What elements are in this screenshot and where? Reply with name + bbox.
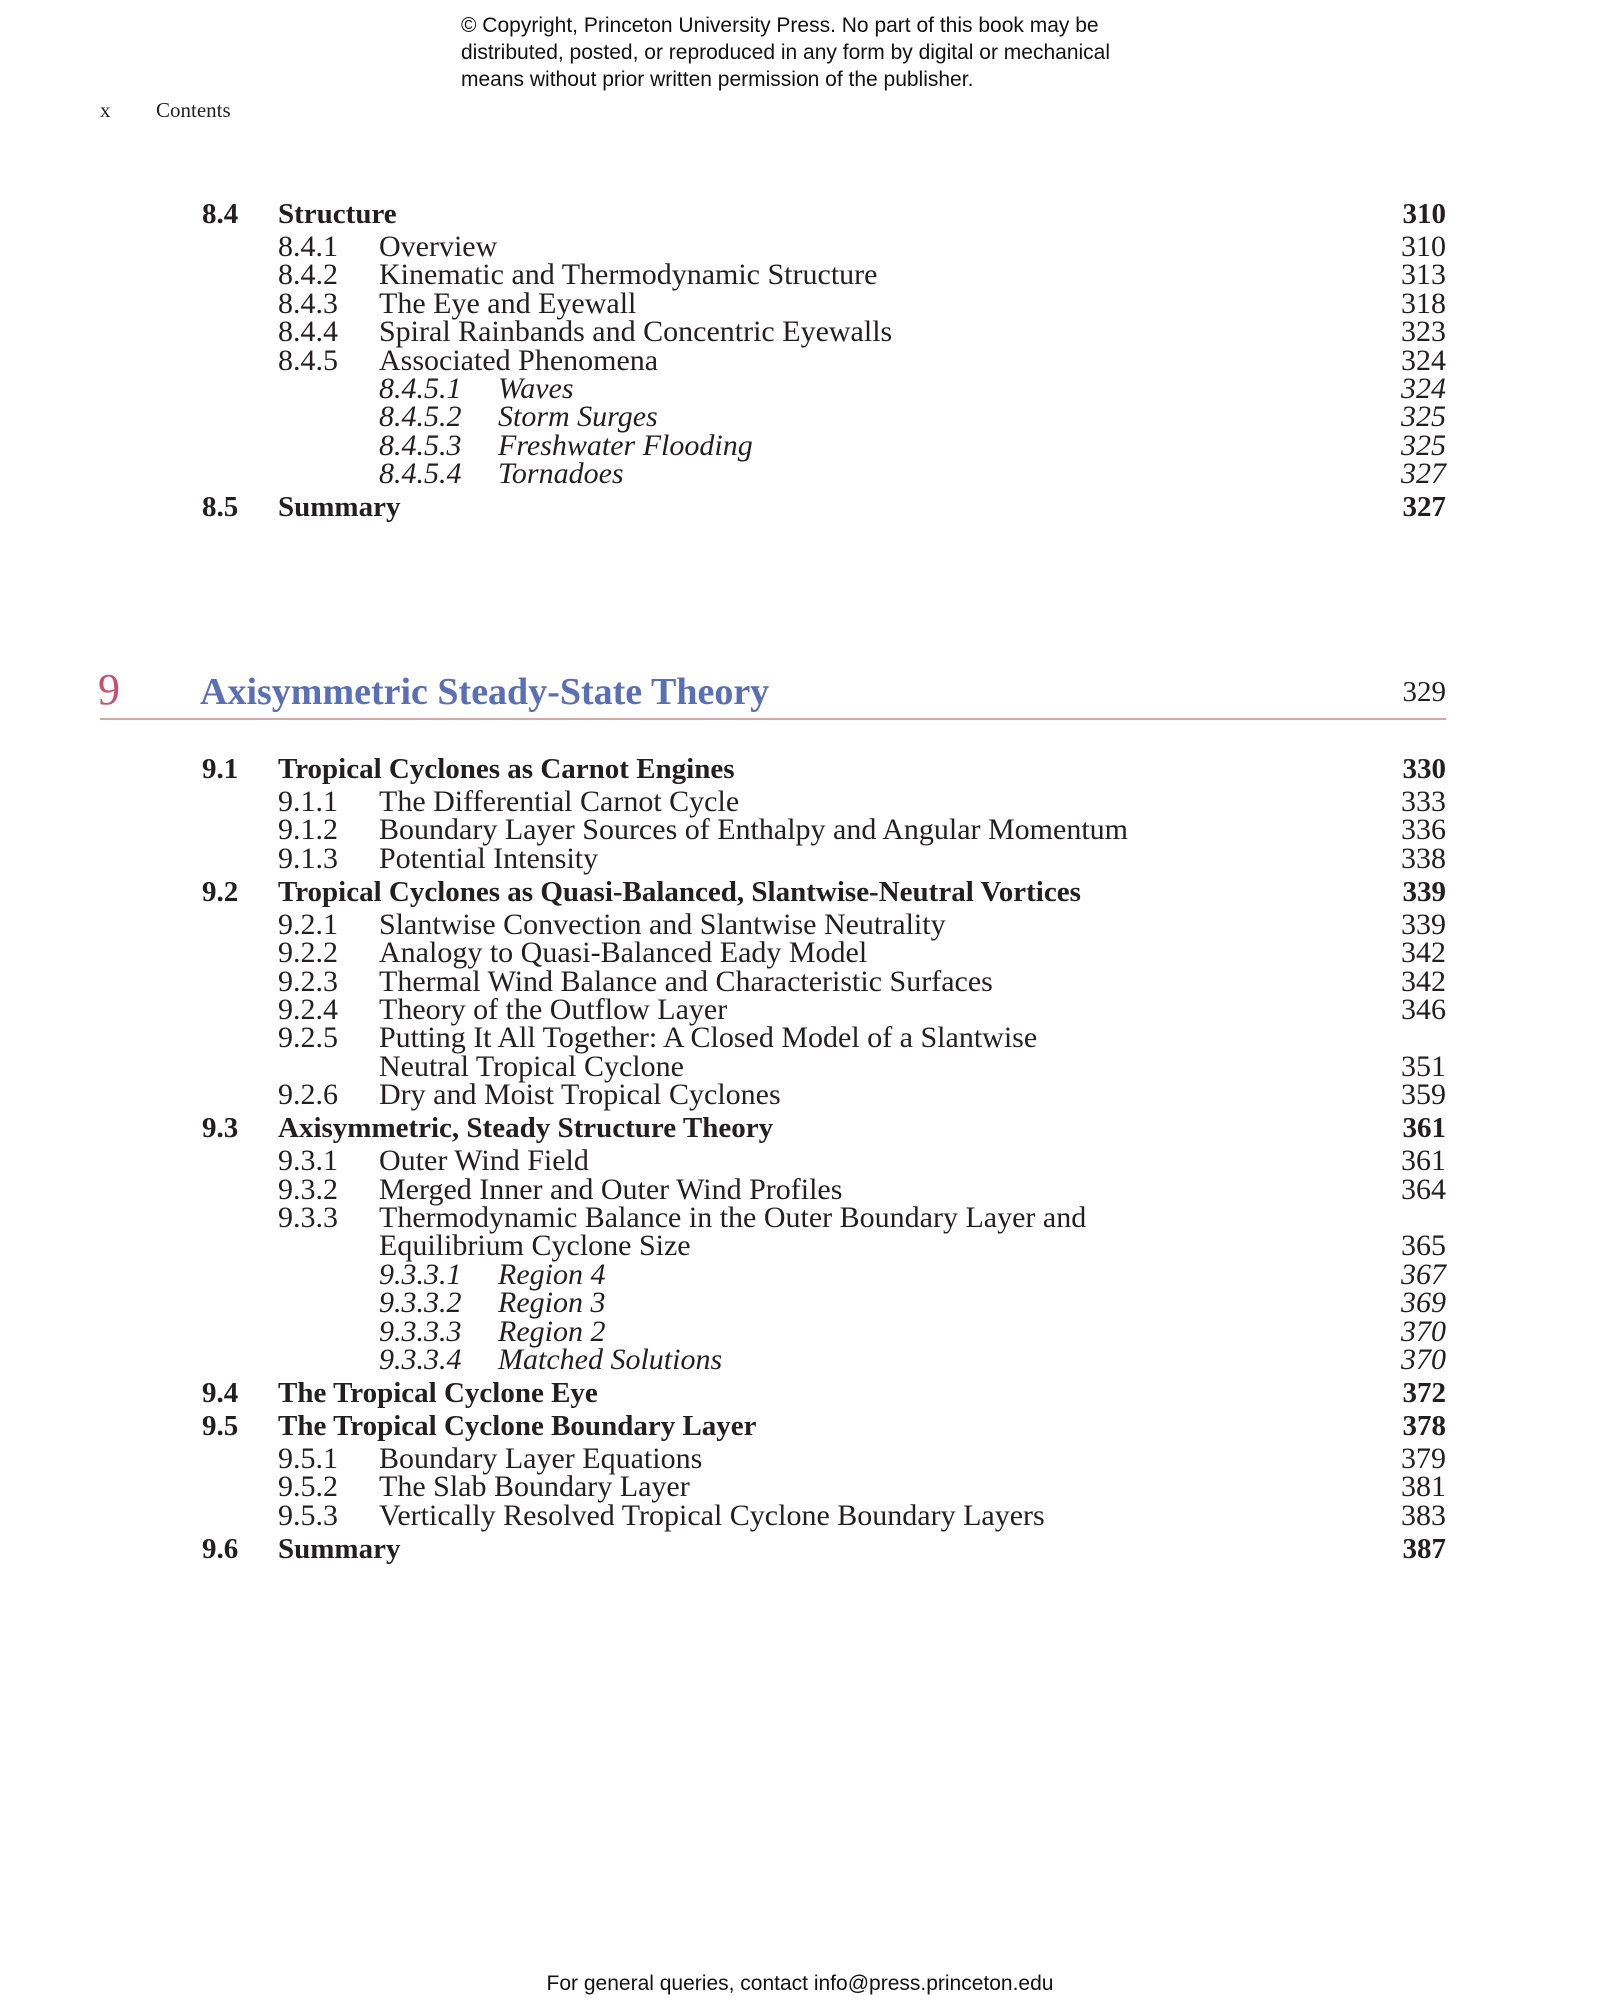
toc-entry-number: 9.1.3 (278, 842, 338, 875)
toc-entry-page: 369 (1401, 1286, 1446, 1319)
toc-entry-title: Tropical Cyclones as Carnot Engines (278, 753, 735, 785)
toc-entry-page: 333 (1401, 785, 1446, 818)
toc-entry-number: 9.3.2 (278, 1173, 338, 1206)
toc-entry-number: 8.4.5.1 (379, 372, 462, 405)
toc-subsection-entry[interactable] (0, 1077, 1600, 1113)
toc-entry-page: 325 (1401, 400, 1446, 433)
toc-entry-page: 361 (1402, 1112, 1446, 1144)
toc-entry-title: Thermodynamic Balance in the Outer Boundary Layer and (379, 1201, 1087, 1234)
toc-entry-number: 9.2.5 (278, 1021, 338, 1054)
toc-entry-number: 9.5.3 (278, 1499, 338, 1532)
toc-entry-page: 327 (1401, 457, 1446, 490)
toc-entry-number: 9.2.2 (278, 936, 338, 969)
toc-entry-page: 342 (1401, 965, 1446, 998)
toc-entry-title: Tropical Cyclones as Quasi-Balanced, Slantwise-Neutral Vortices (278, 876, 1081, 908)
toc-entry-number: 9.3.1 (278, 1144, 338, 1177)
toc-entry-title: Matched Solutions (498, 1343, 723, 1376)
toc-entry-title: Boundary Layer Equations (379, 1442, 703, 1475)
toc-entry-title: Vertically Resolved Tropical Cyclone Boundary Layers (379, 1499, 1045, 1532)
toc-entry-number: 9.3.3.4 (379, 1343, 462, 1376)
toc-entry-title: Equilibrium Cyclone Size (379, 1229, 691, 1262)
toc-entry-page: 359 (1401, 1078, 1446, 1111)
toc-entry-title: Associated Phenomena (379, 344, 659, 377)
toc-entry-number: 9.2.4 (278, 993, 338, 1026)
toc-entry-page: 338 (1401, 842, 1446, 875)
toc-entry-title: Spiral Rainbands and Concentric Eyewalls (379, 315, 893, 348)
toc-entry-page: 370 (1401, 1343, 1446, 1376)
toc-entry-title: Region 3 (498, 1286, 606, 1319)
toc-entry-number: 9.1 (202, 753, 239, 785)
toc-entry-title: Potential Intensity (379, 842, 599, 875)
toc-section-entry[interactable] (0, 1375, 1600, 1411)
toc-entry-page: 387 (1402, 1533, 1446, 1565)
toc-entry-title: Freshwater Flooding (498, 429, 753, 462)
toc-entry-page: 367 (1401, 1258, 1446, 1291)
toc-entry-title: Putting It All Together: A Closed Model of a Slantwise (379, 1021, 1038, 1054)
toc-entry-title: The Eye and Eyewall (379, 287, 637, 320)
toc-entry-title: Storm Surges (498, 400, 658, 433)
toc-entry-title: Region 4 (498, 1258, 606, 1291)
toc-entry-page: 381 (1401, 1470, 1446, 1503)
toc-entry-number: 8.4.5.4 (379, 457, 462, 490)
toc-subsection-entry[interactable] (0, 1498, 1600, 1534)
toc-section-entry[interactable] (0, 196, 1600, 232)
toc-subsection-entry[interactable] (0, 841, 1600, 877)
toc-entry-number: 9.5.2 (278, 1470, 338, 1503)
toc-entry-title: Dry and Moist Tropical Cyclones (379, 1078, 781, 1111)
toc-section-entry[interactable] (0, 1408, 1600, 1444)
toc-entry-page: 323 (1401, 315, 1446, 348)
toc-entry-title: Boundary Layer Sources of Enthalpy and Angular Momentum (379, 813, 1129, 846)
toc-entry-title: The Slab Boundary Layer (379, 1470, 690, 1503)
toc-entry-number: 9.4 (202, 1377, 239, 1409)
toc-entry-title: Tornadoes (498, 457, 624, 490)
toc-entry-number: 9.3.3 (278, 1201, 338, 1234)
toc-entry-title: Outer Wind Field (379, 1144, 589, 1177)
toc-entry-number: 8.4.3 (278, 287, 338, 320)
toc-entry-page: 327 (1402, 491, 1446, 523)
toc-entry-page: 330 (1402, 753, 1446, 785)
toc-entry-title: Overview (379, 230, 498, 263)
toc-entry-number: 8.5 (202, 491, 239, 523)
toc-entry-title: The Differential Carnot Cycle (379, 785, 740, 818)
toc-entry-number: 9.5 (202, 1410, 239, 1442)
toc-entry-page: 336 (1401, 813, 1446, 846)
toc-section-entry[interactable] (0, 1531, 1600, 1567)
toc-entry-title: The Tropical Cyclone Boundary Layer (278, 1410, 757, 1442)
toc-entry-title: Merged Inner and Outer Wind Profiles (379, 1173, 843, 1206)
toc-section-entry[interactable] (0, 874, 1600, 910)
toc-entry-page: 365 (1401, 1229, 1446, 1262)
toc-entry-number: 9.1.2 (278, 813, 338, 846)
toc-entry-title: Slantwise Convection and Slantwise Neutrality (379, 908, 946, 941)
copyright-line: © Copyright, Princeton University Press. No part of this book may be (461, 14, 1099, 37)
toc-entry-page: 324 (1401, 372, 1446, 405)
toc-entry-title: Kinematic and Thermodynamic Structure (379, 258, 878, 291)
toc-section-entry[interactable] (0, 1110, 1600, 1146)
toc-entry-title: Axisymmetric, Steady Structure Theory (278, 1112, 774, 1144)
running-head-page: x (100, 98, 111, 122)
toc-entry-page: 378 (1402, 1410, 1446, 1442)
toc-entry-number: 9.3.3.3 (379, 1315, 462, 1348)
toc-entry-page: 318 (1401, 287, 1446, 320)
toc-entry-number: 9.2.6 (278, 1078, 338, 1111)
chapter-heading[interactable] (0, 662, 1600, 718)
toc-entry-page: 361 (1401, 1144, 1446, 1177)
toc-entry-page: 342 (1401, 936, 1446, 969)
toc-entry-page: 313 (1401, 258, 1446, 291)
toc-entry-number: 9.6 (202, 1533, 239, 1565)
toc-entry-page: 325 (1401, 429, 1446, 462)
toc-entry-number: 9.2.1 (278, 908, 338, 941)
toc-entry-number: 8.4.5.3 (379, 429, 462, 462)
toc-entry-page: 346 (1401, 993, 1446, 1026)
toc-entry-page: 339 (1402, 876, 1446, 908)
footer-contact: For general queries, contact info@press.princeton.edu (546, 1972, 1054, 1995)
toc-entry-number: 8.4.2 (278, 258, 338, 291)
toc-entry-title: Theory of the Outflow Layer (379, 993, 728, 1026)
toc-entry-page: 310 (1401, 230, 1446, 263)
toc-entry-number: 8.4.4 (278, 315, 338, 348)
chapter-rule (100, 718, 1446, 720)
copyright-line: distributed, posted, or reproduced in any form by digital or mechanical (461, 41, 1111, 64)
toc-entry-number: 9.2.3 (278, 965, 338, 998)
toc-entry-page: 310 (1402, 198, 1446, 230)
toc-entry-number: 8.4.5.2 (379, 400, 462, 433)
chapter-number: 9 (98, 665, 120, 714)
toc-entry-title: Analogy to Quasi-Balanced Eady Model (379, 936, 868, 969)
toc-entry-title: Summary (278, 491, 401, 523)
toc-entry-number: 9.2 (202, 876, 239, 908)
toc-entry-number: 9.1.1 (278, 785, 338, 818)
toc-entry-number: 9.5.1 (278, 1442, 338, 1475)
toc-entry-page: 372 (1402, 1377, 1446, 1409)
running-head-label: Contents (156, 98, 231, 122)
toc-entry-number: 8.4.1 (278, 230, 338, 263)
copyright-line: means without prior written permission of the publisher. (461, 68, 974, 91)
toc-section-entry[interactable] (0, 489, 1600, 525)
toc-subsubsection-entry[interactable] (0, 456, 1600, 492)
toc-entry-page: 364 (1401, 1173, 1446, 1206)
toc-entry-title: Thermal Wind Balance and Characteristic Surfaces (379, 965, 993, 998)
toc-entry-number: 9.3.3.2 (379, 1286, 462, 1319)
toc-entry-number: 9.3.3.1 (379, 1258, 462, 1291)
toc-entry-title: Waves (498, 372, 574, 405)
toc-entry-number: 8.4 (202, 198, 239, 230)
toc-entry-title: Structure (278, 198, 397, 230)
toc-entry-title: Summary (278, 1533, 401, 1565)
toc-entry-title: Neutral Tropical Cyclone (379, 1050, 684, 1083)
toc-entry-page: 383 (1401, 1499, 1446, 1532)
toc-entry-number: 8.4.5 (278, 344, 338, 377)
toc-entry-page: 370 (1401, 1315, 1446, 1348)
toc-subsubsection-entry[interactable] (0, 1342, 1600, 1378)
toc-section-entry[interactable] (0, 751, 1600, 787)
toc-entry-number: 9.3 (202, 1112, 239, 1144)
toc-entry-page: 379 (1401, 1442, 1446, 1475)
chapter-title: Axisymmetric Steady-State Theory (200, 671, 770, 713)
toc-entry-page: 324 (1401, 344, 1446, 377)
toc-entry-page: 339 (1401, 908, 1446, 941)
toc-entry-title: The Tropical Cyclone Eye (278, 1377, 598, 1409)
toc-entry-page: 351 (1401, 1050, 1446, 1083)
chapter-page: 329 (1402, 676, 1446, 708)
toc-entry-title: Region 2 (498, 1315, 606, 1348)
